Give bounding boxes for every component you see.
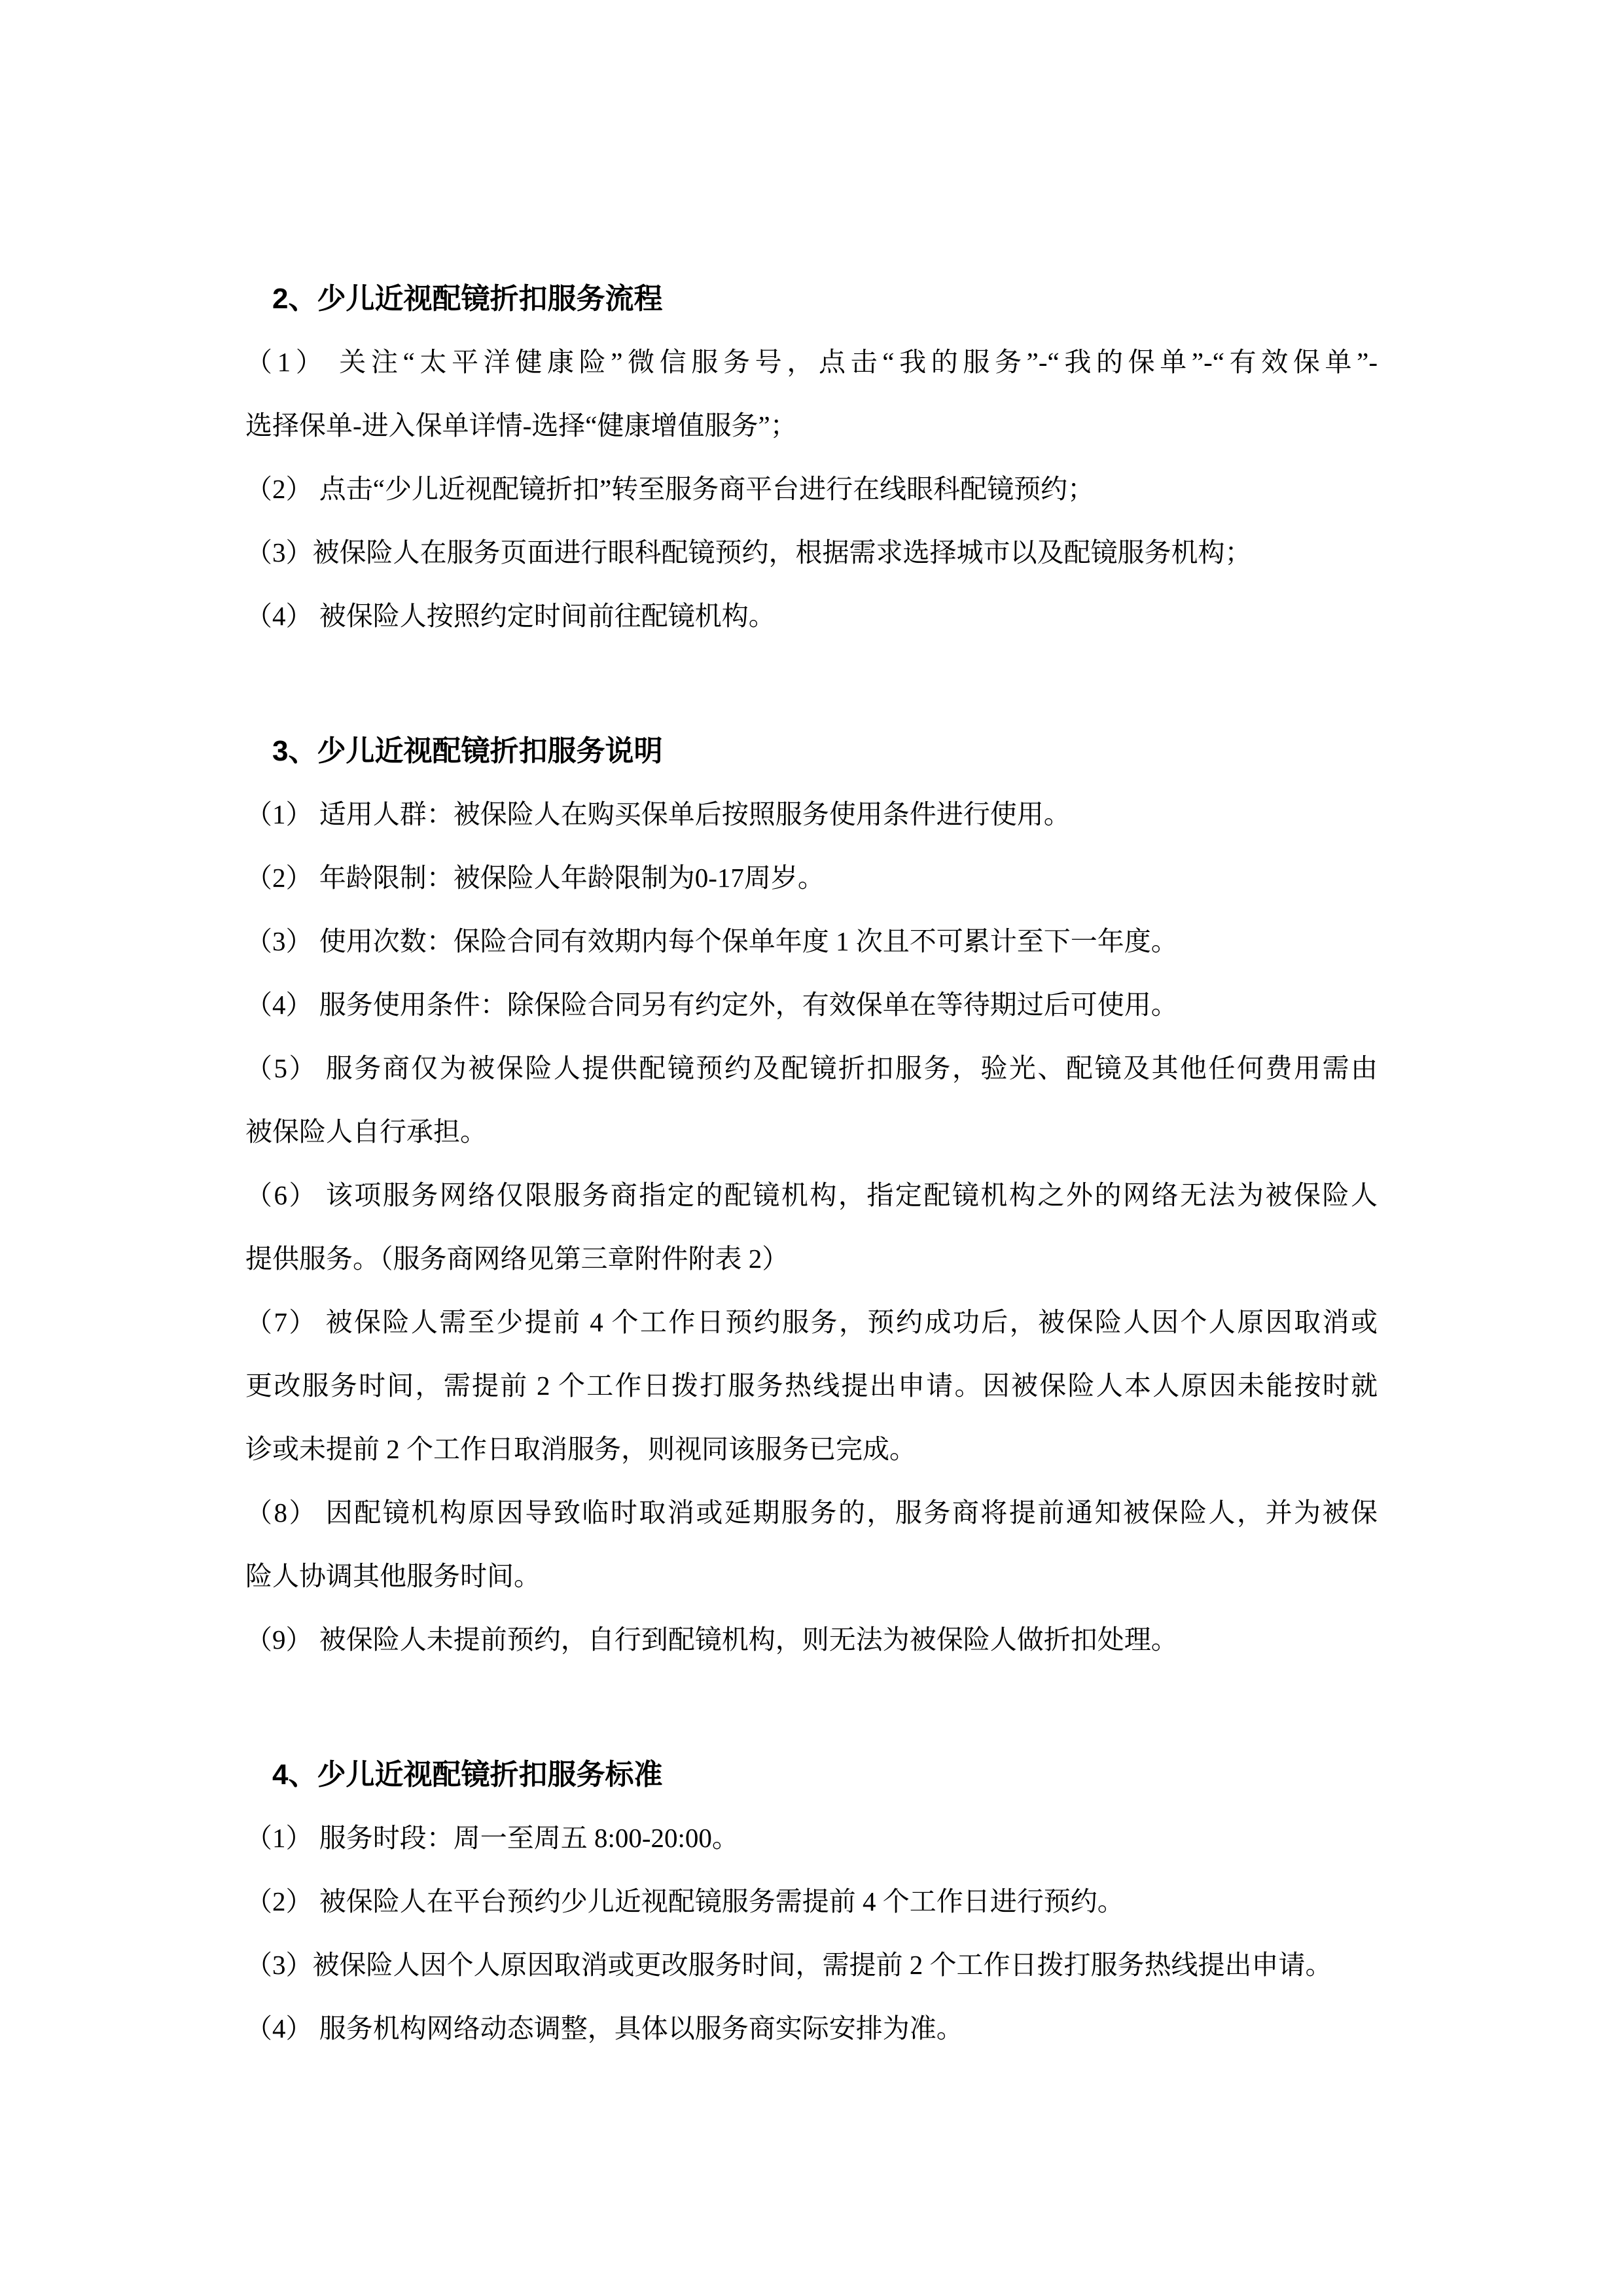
paragraph bbox=[245, 910, 1378, 973]
text-line: （1） 适用人群：被保险人在购买保单后按照服务使用条件进行使用。 bbox=[245, 799, 1071, 829]
paragraph bbox=[245, 973, 1378, 1037]
paragraph bbox=[245, 846, 1378, 910]
text-line: （4） 服务使用条件：除保险合同另有约定外，有效保单在等待期过后可使用。 bbox=[245, 990, 1178, 1020]
text-line: （4） 服务机构网络动态调整，具体以服务商实际安排为准。 bbox=[245, 2013, 963, 2043]
text-line: （1） 服务时段：周一至周五 8:00-20:00。 bbox=[245, 1823, 739, 1853]
text-line: （5） 服务商仅为被保险人提供配镜预约及配镜折扣服务，验光、配镜及其他任何费用需由 bbox=[245, 1053, 1378, 1083]
text-line: 选择保单-进入保单详情-选择“健康增值服务”； bbox=[245, 410, 797, 440]
paragraph bbox=[245, 1997, 1378, 2060]
document-section bbox=[245, 267, 1378, 648]
document-section bbox=[245, 719, 1378, 1672]
section-heading: 2、少儿近视配镜折扣服务流程 bbox=[272, 283, 663, 315]
section-heading: 4、少儿近视配镜折扣服务标准 bbox=[272, 1759, 663, 1791]
text-line: （2） 年龄限制：被保险人年龄限制为0-17周岁。 bbox=[245, 863, 825, 893]
paragraph bbox=[245, 521, 1378, 584]
paragraph bbox=[245, 1870, 1378, 1933]
text-line: （4） 被保险人按照约定时间前往配镜机构。 bbox=[245, 601, 776, 631]
text-line: 更改服务时间，需提前 2 个工作日拨打服务热线提出申请。因被保险人本人原因未能按时就 bbox=[245, 1371, 1378, 1401]
text-line: （3）被保险人因个人原因取消或更改服务时间，需提前 2 个工作日拨打服务热线提出申请。 bbox=[245, 1950, 1332, 1980]
paragraph bbox=[245, 1806, 1378, 1870]
text-line: （6） 该项服务网络仅限服务商指定的配镜机构，指定配镜机构之外的网络无法为被保险人 bbox=[245, 1180, 1378, 1210]
document-section bbox=[245, 1743, 1378, 2060]
paragraph bbox=[245, 1481, 1378, 1608]
paragraph bbox=[245, 457, 1378, 521]
text-line: （3）被保险人在服务页面进行眼科配镜预约，根据需求选择城市以及配镜服务机构； bbox=[245, 537, 1252, 567]
text-line: 险人协调其他服务时间。 bbox=[245, 1561, 541, 1591]
section-heading: 3、少儿近视配镜折扣服务说明 bbox=[272, 735, 663, 767]
text-line: （2） 被保险人在平台预约少儿近视配镜服务需提前 4 个工作日进行预约。 bbox=[245, 1886, 1124, 1916]
text-line: 被保险人自行承担。 bbox=[245, 1117, 487, 1147]
paragraph bbox=[245, 331, 1378, 457]
paragraph bbox=[245, 1933, 1378, 1997]
paragraph bbox=[245, 1291, 1378, 1481]
paragraph bbox=[245, 1037, 1378, 1164]
text-line: 诊或未提前 2 个工作日取消服务，则视同该服务已完成。 bbox=[245, 1434, 916, 1464]
document-body bbox=[245, 267, 1378, 2060]
paragraph bbox=[245, 584, 1378, 648]
paragraph bbox=[245, 783, 1378, 846]
text-line: （9） 被保险人未提前预约，自行到配镜机构，则无法为被保险人做折扣处理。 bbox=[245, 1624, 1178, 1655]
paragraph bbox=[245, 1164, 1378, 1291]
text-line: （8） 因配镜机构原因导致临时取消或延期服务的，服务商将提前通知被保险人，并为被保 bbox=[245, 1498, 1378, 1528]
text-line: （3） 使用次数：保险合同有效期内每个保单年度 1 次且不可累计至下一年度。 bbox=[245, 926, 1178, 956]
text-line: 提供服务。（服务商网络见第三章附件附表 2） bbox=[245, 1244, 789, 1274]
text-line: （1） 关注“太平洋健康险”微信服务号，点击“我的服务”-“我的保单”-“有效保单”- bbox=[245, 347, 1378, 377]
text-line: （7） 被保险人需至少提前 4 个工作日预约服务，预约成功后，被保险人因个人原因取消或 bbox=[245, 1307, 1378, 1337]
text-line: （2） 点击“少儿近视配镜折扣”转至服务商平台进行在线眼科配镜预约； bbox=[245, 474, 1095, 504]
paragraph bbox=[245, 1608, 1378, 1672]
